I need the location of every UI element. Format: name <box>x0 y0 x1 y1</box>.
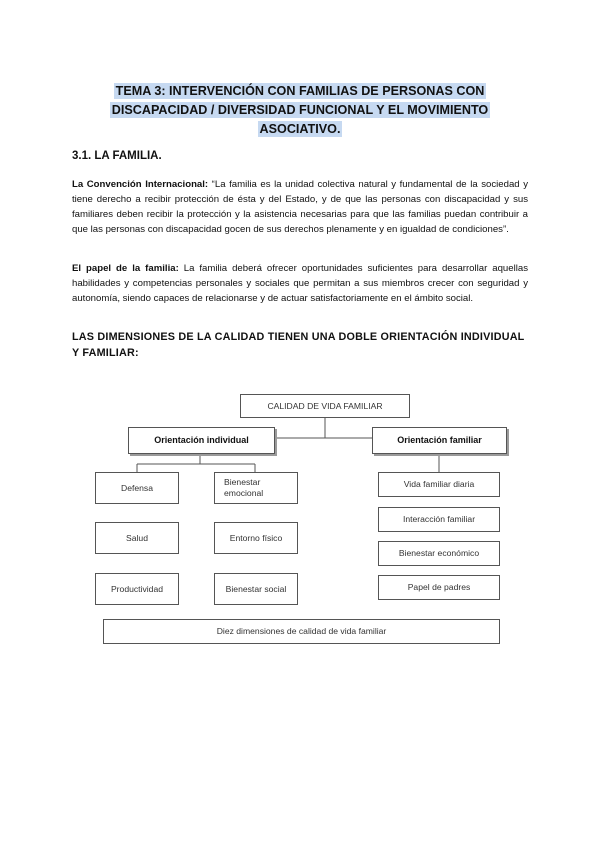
dim-defensa: Defensa <box>95 472 179 504</box>
dimensions-heading: LAS DIMENSIONES DE LA CALIDAD TIENEN UNA DOBLE ORIENTACIÓN INDIVIDUAL Y FAMILIAR: <box>72 331 525 359</box>
dim-bienestar-emocional: Bienestar emocional <box>214 472 298 504</box>
dim-papel-de-padres: Papel de padres <box>378 575 500 600</box>
diagram-footer-box: Diez dimensiones de calidad de vida familiar <box>103 619 500 644</box>
dim-interaccion-familiar: Interacción familiar <box>378 507 500 532</box>
title-line-2: DISCAPACIDAD / DIVERSIDAD FUNCIONAL Y EL MOVIMIENTO <box>111 103 489 117</box>
dim-vida-familiar-diaria: Vida familiar diaria <box>378 472 500 497</box>
dim-productividad: Productividad <box>95 573 179 605</box>
dim-bienestar-economico: Bienestar económico <box>378 541 500 566</box>
convencion-text: “La familia es la unidad colectiva natural y fundamental de la sociedad y tiene derecho a recibir protección de ésta y del Estado, y de que las personas con discapacidad y sus familiares deben recibir la protección y la asistencia necesarias para que las familias puedan contribuir a que las personas con discapacidad gocen de sus derechos plenamente y en igualdad de condiciones”. <box>72 179 528 235</box>
page-title <box>70 82 530 139</box>
right-branch-box: Orientación familiar <box>372 427 507 454</box>
title-line-1: TEMA 3: INTERVENCIÓN CON FAMILIAS DE PERSONAS CON <box>115 84 485 98</box>
dim-salud: Salud <box>95 522 179 554</box>
convencion-label: La Convención Internacional: <box>72 179 209 190</box>
papel-text: La familia deberá ofrecer oportunidades suficientes para desarrollar aquellas habilidades y competencias personales y sociales que permitan a sus miembros crecer con seguridad y autonomía, siendo capaces de relacionarse y de actuar satisfactoriamente en el ámbito social. <box>72 263 528 304</box>
section-heading: 3.1. LA FAMILIA. <box>72 150 162 162</box>
paragraph-convencion <box>72 177 528 237</box>
title-line-3: ASOCIATIVO. <box>259 122 341 136</box>
dim-bienestar-social: Bienestar social <box>214 573 298 605</box>
left-branch-box: Orientación individual <box>128 427 275 454</box>
root-box: CALIDAD DE VIDA FAMILIAR <box>240 394 410 418</box>
papel-label: El papel de la familia: <box>72 263 179 274</box>
dim-entorno-fisico: Entorno físico <box>214 522 298 554</box>
paragraph-papel <box>72 261 528 306</box>
